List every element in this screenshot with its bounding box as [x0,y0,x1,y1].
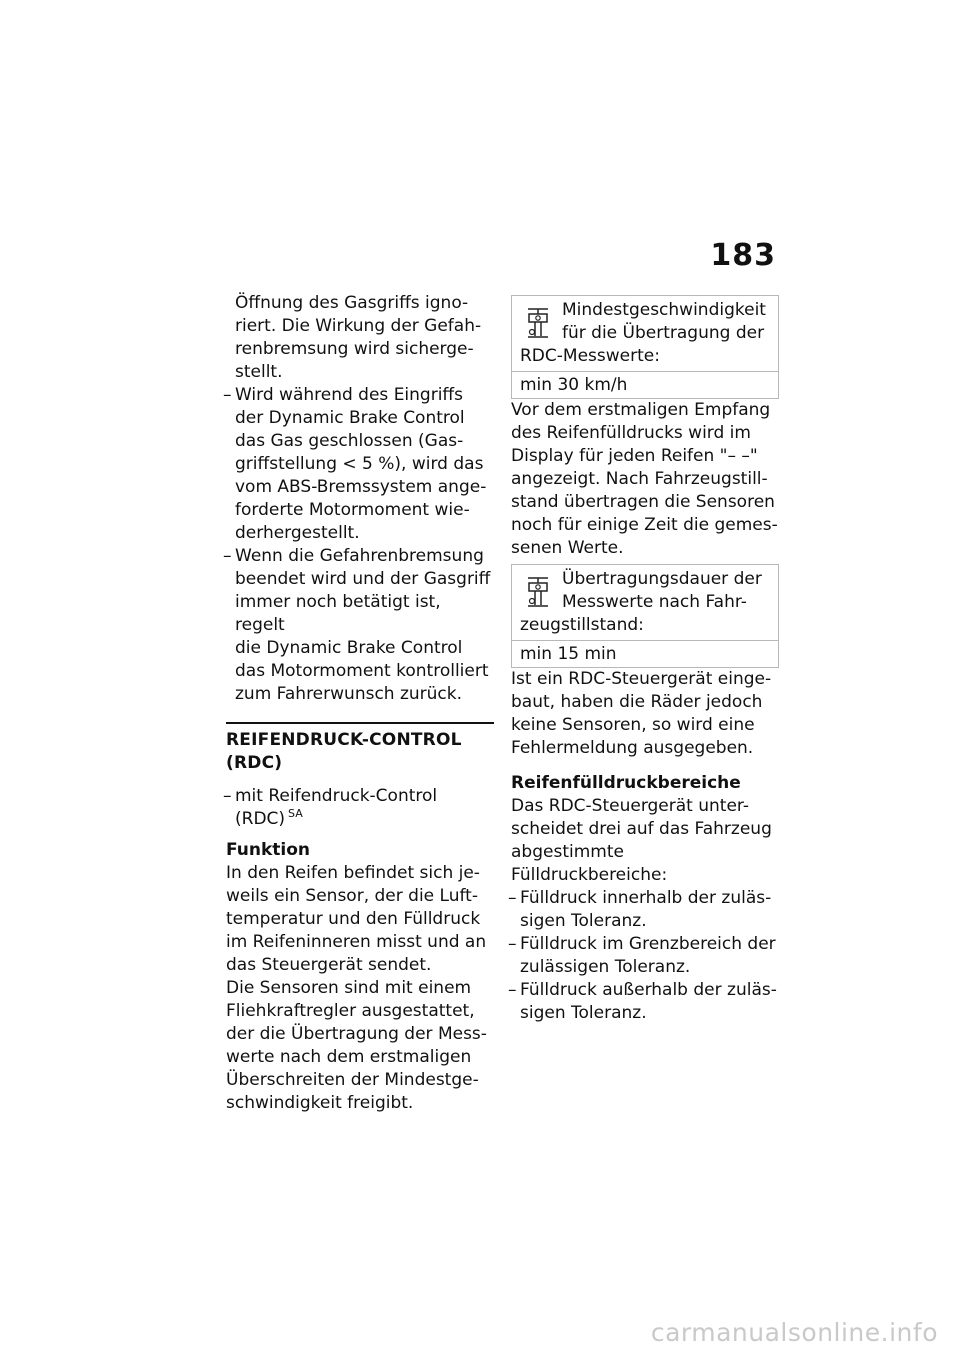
left-column [226,292,494,1115]
option-superscript: SA [288,807,303,821]
spec-value: min 30 km/h [512,371,778,398]
option-item [226,785,494,831]
list-item: – Fülldruck im Grenzbereich der zulässigen Toleranz. [511,933,779,979]
section-divider [226,722,494,724]
function-heading: Funktion [226,840,311,860]
spec-label [520,568,770,637]
spec-box-transfer-duration [511,564,779,668]
spec-label-lines: Mindestgeschwindigkeit für die Übertragung der [562,300,766,343]
spec-label-last: RDC-Messwerte: [520,346,660,366]
function-paragraph-1: In den Reifen befindet sich je- weils ein Sensor, der die Luft- temperatur und den Fülldruck im Reifeninneren misst und an das Steuergerät sendet. [226,863,487,975]
watermark-link[interactable]: carmanualsonline.info [650,1318,938,1347]
spec-box-min-speed [511,295,779,399]
tire-gauge-icon [524,306,552,340]
paragraph-no-sensors: Ist ein RDC-Steuergerät einge- baut, haben die Räder jedoch keine Sensoren, so wird eine Fehlermeldung ausgegeben. [511,669,772,758]
continuation-paragraph: Öffnung des Gasgriffs igno- riert. Die Wirkung der Gefah- renbremsung wird sicherge- stellt. [235,293,482,382]
paragraph-display: Vor dem erstmaligen Empfang des Reifenfülldrucks wird im Display für jeden Reifen "– –" angezeigt. Nach Fahrzeugstill- stand übertragen die Sensoren noch für einige Zeit die gemes- senen Werte. [511,400,778,558]
ranges-heading: Reifenfülldruckbereiche [511,773,741,793]
function-paragraph-2: Die Sensoren sind mit einem Fliehkraftregler ausgestattet, der die Übertragung der Mess- werte nach dem erstmaligen Überschreiten der Mindestge- schwindigkeit freigibt. [226,978,487,1113]
section-heading: REIFENDRUCK-CONTROL (RDC) [226,730,462,773]
spec-label [520,299,770,368]
spec-value: min 15 min [512,640,778,667]
page-number: 183 [710,238,776,273]
right-column [511,295,779,1025]
spec-label-last: zeugstillstand: [520,615,644,635]
list-item: – Wird während des Eingriffs der Dynamic Brake Control das Gas geschlossen (Gas- griffstellung < 5 %), wird das vom ABS-Bremssystem ange- forderte Motormoment wie- derhergestellt. [226,384,494,545]
tire-gauge-icon [524,575,552,609]
list-item: – Fülldruck außerhalb der zuläs- sigen Toleranz. [511,979,779,1025]
list-item: – Wenn die Gefahrenbremsung beendet wird und der Gasgriff immer noch betätigt ist, regelt die Dynamic Brake Control das Motormoment kontrolliert zum Fahrerwunsch zurück. [226,545,494,706]
spec-label-lines: Übertragungsdauer der Messwerte nach Fahr- [562,569,762,612]
list-item: – Fülldruck innerhalb der zuläs- sigen Toleranz. [511,887,779,933]
option-item-text: mit Reifendruck-Control (RDC) [235,786,438,829]
ranges-intro: Das RDC-Steuergerät unter- scheidet drei auf das Fahrzeug abgestimmte Fülldruckbereiche: [511,796,772,885]
